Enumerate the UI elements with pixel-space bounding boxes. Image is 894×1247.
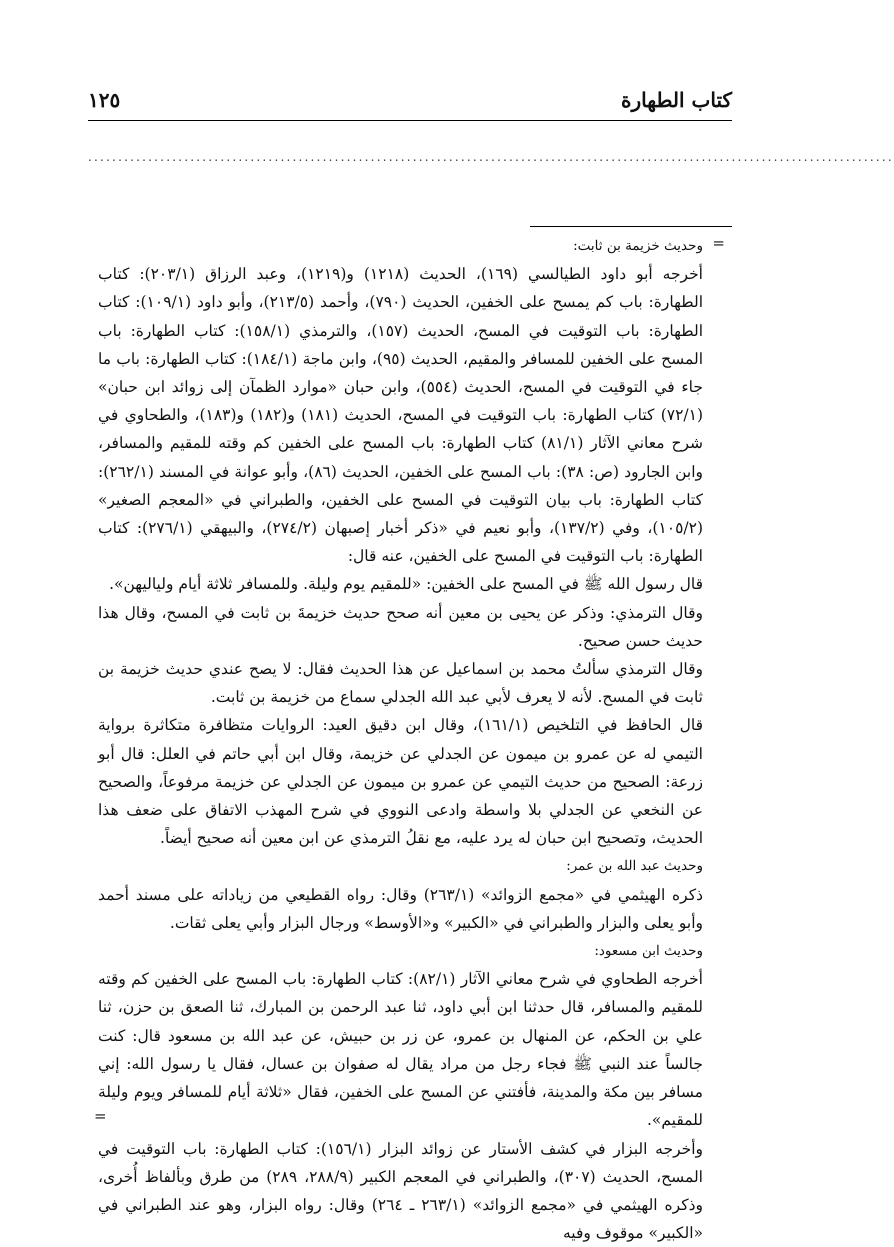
continuation-marker-top: =	[712, 234, 725, 252]
footnote-paragraph: قال الحافظ في التلخيص (١٦١/١)، وقال ابن دقيق العيد: الروايات متظافرة متكاثرة برواية التيمي له عن عمرو بن ميمون عن الجدلي عن خزيمة، وقال ابن أبي حاتم في العلل: قال أبو زرعة: الصحيح من حديث التيمي عن عمرو بن ميمون عن الجدلي عن خزيمة مرفوعاً، والصحيح عن النخعي عن الجدلي بلا واسطة وادعى النووي في شرح المهذب الاتفاق على ضعف هذا الحديث، وتصحيح ابن حبان له يرد عليه، مع نقلُ الترمذي عن ابن معين أنه صحيح أيضاً.	[98, 711, 703, 852]
running-header	[88, 86, 732, 118]
footnote-paragraph: وأخرجه البزار في كشف الأستار عن زوائد البزار (١٥٦/١): كتاب الطهارة: باب التوقيت في المسح، الحديث (٣٠٧)، والطبراني في المعجم الكبير (٢٨٨/٩، ٢٨٩) من طرق وبألفاظ أُخرى، وذكره الهيثمي في «مجمع الزوائد» (٢٦٣/١ ـ ٢٦٤) وقال: رواه البزار، وهو عند الطبراني في «الكبير» موقوف وفيه	[98, 1135, 703, 1247]
footnote-rule	[530, 226, 732, 227]
dotted-separator: ......................................................................................................................................	[88, 150, 732, 170]
footnote-paragraph: أخرجه أبو داود الطيالسي (١٦٩)، الحديث (١٢١٨) و(١٢١٩)، وعبد الرزاق (٢٠٣/١): كتاب الطهارة: باب كم يمسح على الخفين، الحديث (٧٩٠)، وأحمد (٢١٣/٥)، وأبو داود (١٠٩/١): كتاب الطهارة: باب التوقيت في المسح، الحديث (١٥٧)، والترمذي (١٥٨/١): كتاب الطهارة: باب المسح على الخفين للمسافر والمقيم، الحديث (٩٥)، وابن ماجة (١٨٤/١): كتاب الطهارة: باب ما جاء في التوقيت في المسح، الحديث (٥٥٤)، وابن حبان «موارد الظمآن إلى زوائد ابن حبان» (٧٢/١) كتاب الطهارة: باب التوقيت في المسح، الحديث (١٨١) و(١٨٢) و(١٨٣)، والطحاوي في شرح معاني الآثار (٨١/١) كتاب الطهارة: باب المسح على الخفين كم وقته للمقيم والمسافر، وابن الجارود (ص: ٣٨): باب المسح على الخفين، الحديث (٨٦)، وأبو عوانة في المسند (٢٦٢/١): كتاب الطهارة: باب بيان التوقيت في المسح على الخفين، والطبراني في «المعجم الصغير» (١٠٥/٢)، وفي (١٣٧/٢)، وأبو نعيم في «ذكر أخبار إصبهان (٢٧٤/٢)، والبيهقي (٢٧٦/١): كتاب الطهارة: باب التوقيت في المسح على الخفين، عنه قال:	[98, 260, 703, 570]
footnote-text	[98, 232, 703, 1247]
chapter-title: كتاب الطهارة	[621, 88, 732, 112]
continuation-marker-bottom: =	[94, 1107, 107, 1125]
footnote-subheading: وحديث ابن مسعود:	[98, 937, 703, 965]
footnote-paragraph: وقال الترمذي: وذكر عن يحيى بن معين أنه صحح حديث خزيمةَ بن ثابت في المسح، وقال هذا حديث حسن صحيح.	[98, 599, 703, 655]
footnote-paragraph: ذكره الهيثمي في «مجمع الزوائد» (٢٦٣/١) وقال: رواه القطيعي من زياداته على مسند أحمد وأبو يعلى والبزار والطبراني في «الكبير» و«الأوسط» ورجال البزار وأبي يعلى ثقات.	[98, 881, 703, 937]
footnote-subheading: وحديث خزيمة بن ثابت:	[98, 232, 703, 260]
footnote-paragraph: قال رسول الله ﷺ في المسح على الخفين: «للمقيم يوم وليلة. وللمسافر ثلاثة أيام ولياليهن».	[98, 570, 703, 598]
footnote-paragraph: وقال الترمذي سألتُ محمد بن اسماعيل عن هذا الحديث فقال: لا يصح عندي حديث خزيمة بن ثابت في المسح. لأنه لا يعرف لأبي عبد الله الجدلي سماع من خزيمة بن ثابت.	[98, 655, 703, 711]
footnote-subheading: وحديث عبد الله بن عمر:	[98, 852, 703, 880]
page-number: ١٢٥	[88, 88, 120, 112]
footnote-paragraph: أخرجه الطحاوي في شرح معاني الآثار (٨٢/١): كتاب الطهارة: باب المسح على الخفين كم وقته للمقيم والمسافر، قال حدثنا ابن أبي داود، ثنا عبد الرحمن بن المبارك، ثنا الصعق بن حزن، ثنا علي بن الحكم، عن المنهال بن عمرو، عن زر بن حبيش، عن عبد الله بن مسعود قال: كنت جالساً عند النبي ﷺ فجاء رجل من مراد يقال له صفوان بن عسال، فقال يا رسول الله: إني مسافر بين مكة والمدينة، فأفتني عن المسح على الخفين، فقال «ثلاثة أيام للمسافر ويوم وليلة للمقيم».	[98, 965, 703, 1134]
header-rule	[88, 120, 732, 121]
